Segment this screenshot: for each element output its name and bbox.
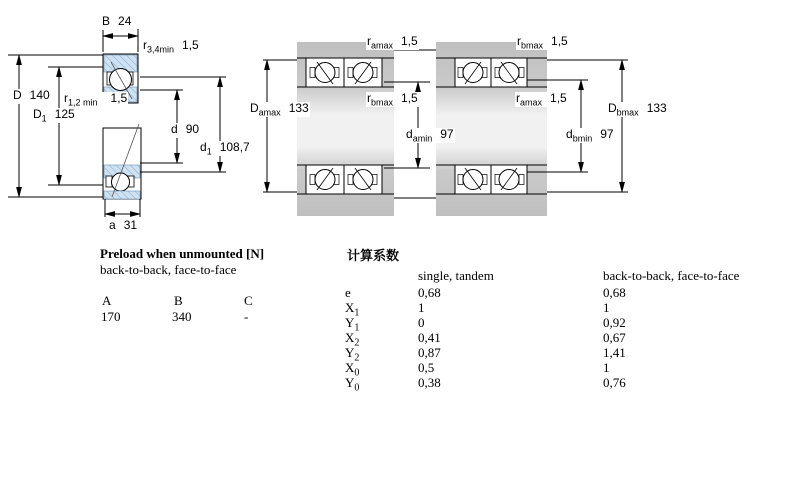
factor-row-label: $Y_2$ bbox=[345, 345, 360, 364]
ball bbox=[112, 173, 130, 191]
dim-label-Dbmax: $D_{bmax}$ 133 bbox=[608, 101, 667, 118]
factor-row-value2: 0,68 bbox=[603, 285, 626, 300]
preload-col-A: A bbox=[102, 293, 112, 308]
factor-row-label: e bbox=[345, 285, 351, 300]
factors-col2-header: back-to-back, face-to-face bbox=[603, 268, 740, 283]
dim-label-ramax-2: $r_{amax}$ 1,5 bbox=[516, 91, 567, 108]
dim-label-a: a 31 bbox=[108, 219, 138, 234]
preload-col-B: B bbox=[174, 293, 183, 308]
factor-row-value2: 0,76 bbox=[603, 375, 626, 390]
preload-col-C: C bbox=[244, 293, 253, 308]
preload-value-B: 340 bbox=[172, 309, 192, 324]
dim-label-r12min: $r_{1,2 min}$ 1,5 bbox=[64, 91, 128, 108]
dim-label-D1: $D_1$ 125 bbox=[33, 107, 75, 124]
dim-label-B: B 24 bbox=[101, 15, 132, 30]
factors-col1-header: single, tandem bbox=[418, 268, 494, 283]
dim-label-rbmax-1: $r_{bmax}$ 1,5 bbox=[367, 91, 418, 108]
preload-table-subtitle: back-to-back, face-to-face bbox=[100, 262, 237, 277]
factor-row-label: $X_0$ bbox=[345, 360, 360, 379]
factor-row-value1: 0,5 bbox=[418, 360, 435, 375]
factor-row-label: $X_1$ bbox=[345, 300, 360, 319]
dim-label-Damax: $D_{amax}$ 133 bbox=[250, 101, 309, 118]
dim-label-r34min: $r_{3,4min}$ 1,5 bbox=[143, 38, 199, 55]
factor-row-value1: 0,87 bbox=[418, 345, 441, 360]
preload-value-C: - bbox=[244, 309, 249, 324]
factor-row-value2: 0,92 bbox=[603, 315, 626, 330]
factor-row-label: $Y_0$ bbox=[345, 375, 360, 394]
factor-row-label: $Y_1$ bbox=[345, 315, 360, 334]
factor-row-value2: 1 bbox=[603, 360, 610, 375]
factors-table-title: 计算系数 bbox=[347, 248, 400, 263]
preload-table-title: Preload when unmounted [N] bbox=[100, 246, 265, 261]
factor-row-value1: 0 bbox=[418, 315, 425, 330]
dim-label-D: D 140 bbox=[12, 89, 51, 104]
factor-row-value2: 1,41 bbox=[603, 345, 626, 360]
dim-label-damin: $d_{amin}$ 97 bbox=[406, 127, 454, 144]
factor-row-label: $X_2$ bbox=[345, 330, 360, 349]
dim-label-d: d 90 bbox=[170, 123, 200, 138]
left-view-drawing bbox=[103, 54, 141, 199]
preload-value-A: 170 bbox=[101, 309, 121, 324]
dim-label-d1: $d_1$ 108,7 bbox=[200, 140, 250, 157]
factor-row-value1: 0,68 bbox=[418, 285, 441, 300]
factor-row-value2: 1 bbox=[603, 300, 610, 315]
factor-row-value1: 0,41 bbox=[418, 330, 441, 345]
factor-row-value1: 0,38 bbox=[418, 375, 441, 390]
factor-row-value1: 1 bbox=[418, 300, 425, 315]
dim-label-rbmax-2: $r_{bmax}$ 1,5 bbox=[517, 34, 568, 51]
dim-label-dbmin: $d_{bmin}$ 97 bbox=[566, 127, 614, 144]
outer-ring-section bbox=[104, 191, 140, 199]
factor-row-value2: 0,67 bbox=[603, 330, 626, 345]
dim-label-ramax-1: $r_{amax}$ 1,5 bbox=[367, 34, 418, 51]
